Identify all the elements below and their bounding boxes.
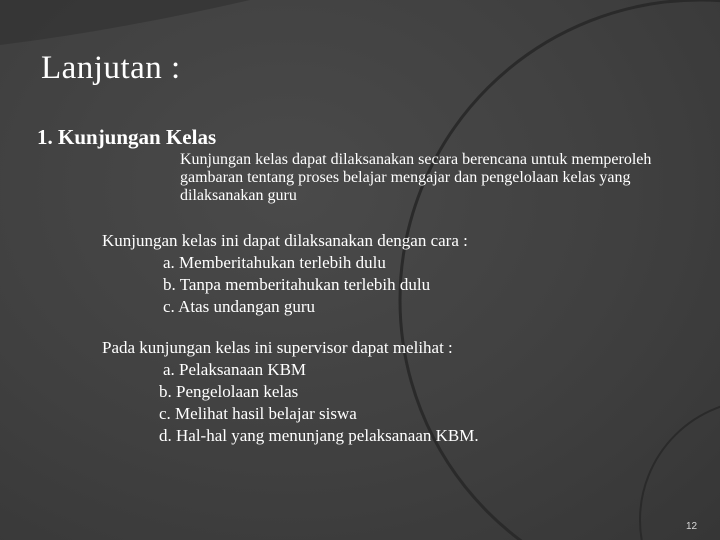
list-item: c. Atas undangan guru <box>163 297 316 316</box>
page-number: 12 <box>686 521 698 532</box>
cara-lead: Kunjungan kelas ini dapat dilaksanakan dengan cara : <box>102 231 468 250</box>
section-description: Kunjungan kelas dapat dilaksanakan secara berencana untuk memperoleh gambaran tentang proses belajar mengajar dan pengelolaan kelas yang dilaksanakan guru <box>180 151 652 204</box>
slide-title: Lanjutan : <box>41 50 181 86</box>
melihat-lead: Pada kunjungan kelas ini supervisor dapat melihat : <box>102 338 453 357</box>
melihat-list-block <box>102 337 479 447</box>
list-item: a. Pelaksanaan KBM <box>163 360 307 379</box>
list-item: b. Tanpa memberitahukan terlebih dulu <box>163 275 431 294</box>
section-heading: 1. Kunjungan Kelas <box>37 125 217 149</box>
list-item: d. Hal-hal yang menunjang pelaksanaan KBM. <box>159 426 479 445</box>
cara-list <box>102 252 468 318</box>
list-item: b. Pengelolaan kelas <box>159 382 299 401</box>
melihat-list <box>102 359 479 447</box>
list-item: c. Melihat hasil belajar siswa <box>159 404 357 423</box>
cara-list-block <box>102 230 468 318</box>
list-item: a. Memberitahukan terlebih dulu <box>163 253 386 272</box>
